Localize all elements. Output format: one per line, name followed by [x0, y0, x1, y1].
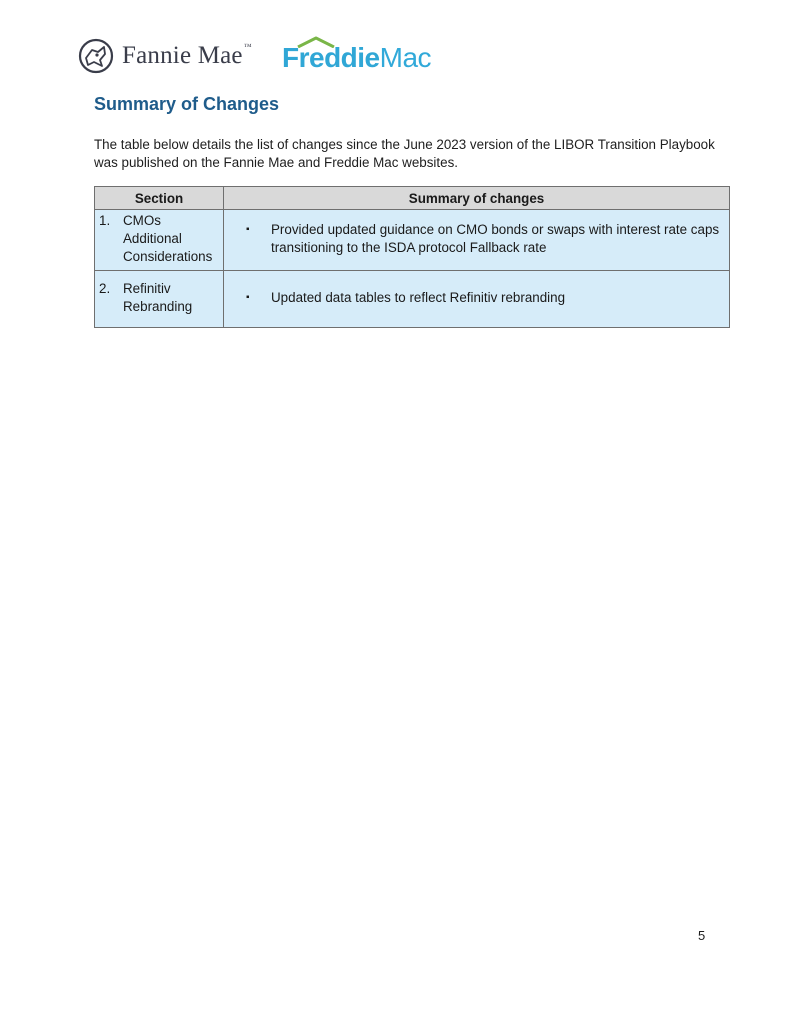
section-cell	[95, 210, 224, 271]
summary-cell	[224, 210, 730, 271]
column-header-section: Section	[95, 187, 224, 210]
table-row	[95, 271, 730, 328]
section-number: 1.	[99, 213, 111, 228]
table-header-row	[95, 187, 730, 210]
bullet-icon: ▪	[246, 224, 250, 235]
fannie-mae-emblem-icon	[78, 38, 114, 74]
section-cell	[95, 271, 224, 328]
bullet-icon: ▪	[246, 292, 250, 303]
summary-text: Updated data tables to reflect Refinitiv rebranding	[271, 290, 566, 305]
section-label: Refinitiv Rebranding	[123, 281, 193, 314]
intro-paragraph: The table below details the list of changes since the June 2023 version of the LIBOR Transition Playbook was published on the Fannie Mae and Freddie Mac websites.	[94, 137, 715, 170]
changes-table	[94, 186, 730, 328]
page-number: 5	[698, 928, 706, 943]
freddie-mac-logo	[282, 36, 432, 76]
column-header-summary: Summary of changes	[224, 187, 730, 210]
section-number: 2.	[99, 281, 111, 296]
summary-cell	[224, 271, 730, 328]
page-header	[78, 36, 438, 80]
fannie-mae-logo	[78, 36, 252, 76]
fannie-mae-wordmark: Fannie Mae™	[122, 42, 252, 69]
table-row	[95, 210, 730, 271]
summary-text: Provided updated guidance on CMO bonds or swaps with interest rate caps transitioning to the ISDA protocol Fallback rate	[271, 222, 720, 255]
section-label: CMOs Additional Considerations	[123, 213, 213, 264]
freddie-mac-wordmark: FreddieMac	[282, 42, 432, 73]
page-title: Summary of Changes	[94, 94, 280, 114]
